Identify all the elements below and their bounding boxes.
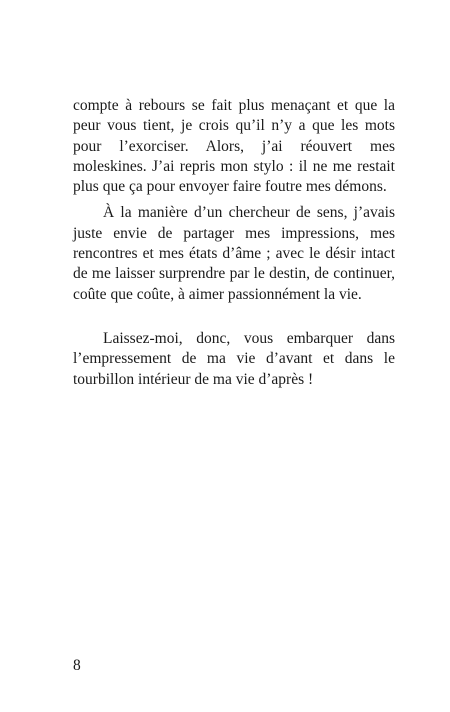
paragraph-laissez-moi: Laissez-moi, donc, vous embarquer dans l’empressement de ma vie d’avant et dans le tourbillon intérieur de ma vie d’après ! — [73, 329, 395, 388]
paragraph-chercheur-de-sens: À la manière d’un chercheur de sens, j’avais juste envie de partager mes impressions, mes rencontres et mes états d’âme ; avec le désir intact de me laisser surprendre par le destin, de continuer, coûte que coûte, à aimer passionnément la vie. — [73, 204, 395, 303]
page-number: 8 — [73, 657, 81, 674]
section-spacer — [73, 305, 395, 329]
body-text — [73, 96, 395, 390]
paragraph-continuation: compte à rebours se fait plus menaçant et que la peur vous tient, je crois qu’il n’y a que les mots pour l’exorciser. Alors, j’ai réouvert mes moleskines. J’ai repris mon stylo : il ne me restait plus que ça pour envoyer faire foutre mes démons. — [73, 97, 395, 196]
